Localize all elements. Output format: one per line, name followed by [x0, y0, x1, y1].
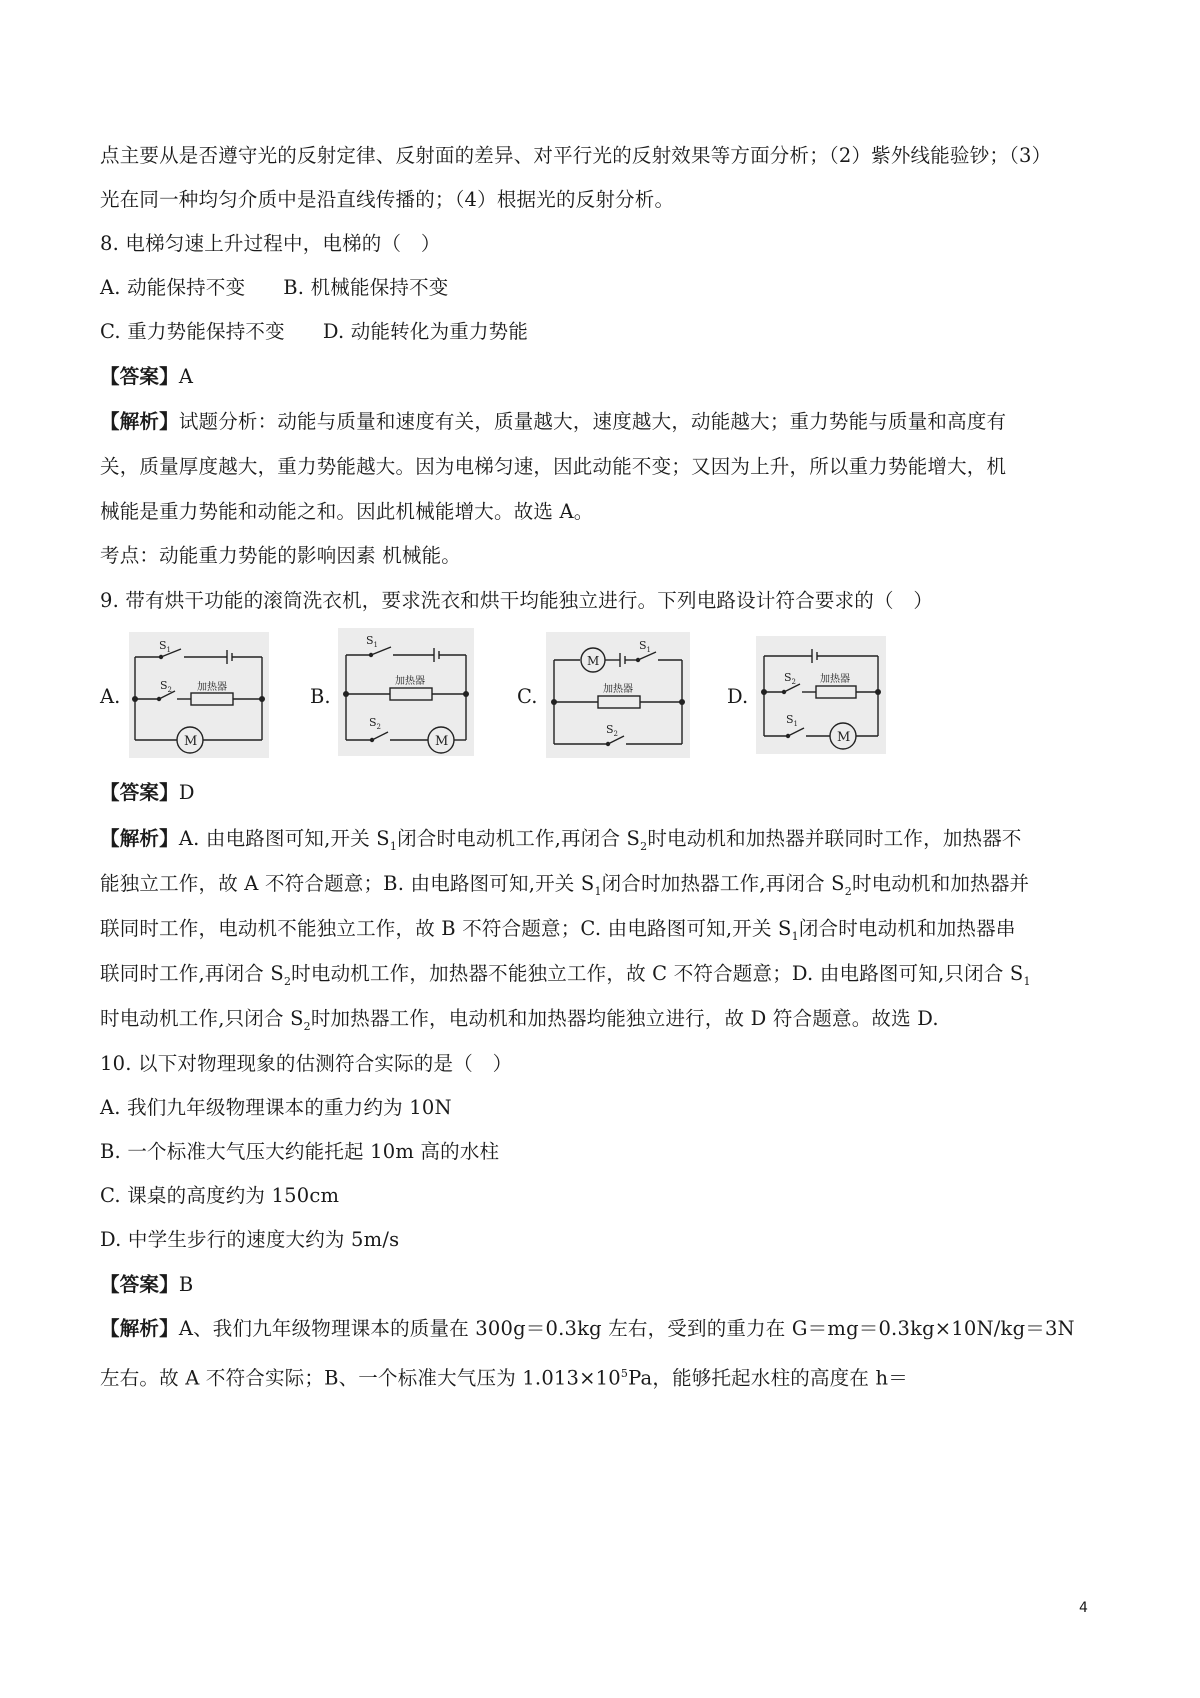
superscript: 5 [620, 1367, 629, 1380]
switch-s2-label: S [160, 679, 168, 692]
heater-label: 加热器 [197, 682, 227, 693]
explain-line: 关，质量厚度越大，重力势能越大。因为电梯匀速，因此动能不变；又因为上升，所以重力势能增大，机 [100, 455, 1007, 478]
explain-line [100, 961, 1031, 995]
subscript: 1 [791, 929, 799, 943]
question-10-stem: 10. 以下对物理现象的估测符合实际的是（ ） [100, 1052, 513, 1075]
explain-line [100, 1316, 1075, 1342]
kaodian-line: 考点：动能重力势能的影响因素 机械能。 [100, 544, 461, 567]
explain-line [100, 1006, 939, 1040]
option-c-label: C. [517, 685, 538, 708]
explain-label: 【解析】 [100, 410, 179, 433]
option-b: B. 机械能保持不变 [283, 276, 449, 299]
switch-s1-label: S [786, 713, 794, 726]
explain-text: 联同时工作，电动机不能独立工作，故 B 不符合题意；C. 由电路图可知,开关 S [100, 917, 792, 940]
heater-label: 加热器 [820, 674, 850, 685]
subscript: 1 [594, 884, 602, 898]
explain-text: 闭合时电动机工作,再闭合 S [397, 827, 641, 850]
question-9-stem: 9. 带有烘干功能的滚筒洗衣机，要求洗衣和烘干均能独立进行。下列电路设计符合要求的（ ） [100, 589, 934, 612]
switch-s1-label: S [639, 639, 647, 652]
answer-label: 【答案】 [100, 781, 179, 804]
explain-line: 械能是重力势能和动能之和。因此机械能增大。故选 A。 [100, 500, 594, 523]
switch-s1-subscript: 1 [166, 646, 172, 654]
page-number: 4 [1079, 1600, 1088, 1616]
option-c: C. 课桌的高度约为 150cm [100, 1184, 340, 1207]
answer-line [100, 364, 193, 390]
answer-line [100, 780, 195, 806]
motor-label: M [435, 734, 449, 749]
circuit-diagram-d [756, 636, 886, 754]
switch-s1-subscript: 1 [793, 720, 799, 728]
heater-label: 加热器 [603, 684, 633, 695]
explain-text: 时电动机和加热器并 [851, 872, 1030, 895]
option-a: A. 动能保持不变 [100, 276, 246, 299]
explain-label: 【解析】 [100, 827, 179, 850]
motor-label: M [587, 654, 600, 668]
answer-value: D [178, 781, 195, 804]
switch-s2-label: S [369, 716, 377, 729]
switch-s1-subscript: 1 [373, 641, 379, 649]
option-d: D. 动能转化为重力势能 [322, 320, 529, 343]
switch-s2-label: S [784, 671, 792, 684]
explain-text: 时电动机和加热器并联同时工作，加热器不 [647, 827, 1022, 850]
explain-line [100, 871, 1029, 905]
explain-label: 【解析】 [100, 1317, 179, 1340]
answer-label: 【答案】 [100, 365, 179, 388]
circuit-diagram-c [546, 632, 690, 758]
explain-text: Pa，能够托起水柱的高度在 h＝ [628, 1366, 908, 1390]
explain-text: 试题分析：动能与质量和速度有关，质量越大，速度越大，动能越大；重力势能与质量和高度有 [178, 410, 1007, 433]
option-b: B. 一个标准大气压大约能托起 10m 高的水柱 [100, 1140, 500, 1163]
answer-label: 【答案】 [100, 1273, 179, 1296]
switch-s1-subscript: 1 [646, 646, 652, 654]
explain-text: A. 由电路图可知,开关 S [178, 827, 390, 850]
question-8-options-ab [100, 275, 449, 301]
explain-line [100, 916, 1016, 950]
motor-label: M [184, 734, 198, 749]
explain-text: 能独立工作，故 A 不符合题意；B. 由电路图可知,开关 S [100, 872, 595, 895]
switch-s2-subscript: 2 [376, 723, 382, 731]
subscript: 1 [389, 839, 398, 853]
switch-s2-subscript: 2 [791, 678, 797, 686]
switch-s2-subscript: 2 [613, 730, 619, 738]
motor-label: M [837, 730, 851, 745]
option-a-label: A. [100, 685, 121, 708]
explain-text: 时加热器工作，电动机和加热器均能独立进行，故 D 符合题意。故选 D. [310, 1007, 939, 1030]
option-d: D. 中学生步行的速度大约为 5m/s [100, 1228, 400, 1251]
question-8-options-cd [100, 319, 528, 345]
explain-text: 时电动机工作,只闭合 S [100, 1007, 304, 1030]
option-a: A. 我们九年级物理课本的重力约为 10N [100, 1096, 452, 1119]
subscript: 2 [844, 884, 852, 898]
explain-line: 点主要从是否遵守光的反射定律、反射面的差异、对平行光的反射效果等方面分析；（2）紫外线能验钞；（3） [100, 144, 1052, 167]
circuit-diagram-a [129, 632, 269, 758]
explain-line [100, 826, 1022, 860]
switch-s1-label: S [366, 634, 374, 647]
switch-s2-label: S [606, 723, 614, 736]
subscript: 2 [640, 839, 648, 853]
answer-value: B [178, 1273, 194, 1296]
subscript: 2 [303, 1019, 311, 1033]
subscript: 1 [1023, 974, 1031, 988]
heater-label: 加热器 [395, 676, 425, 687]
explain-text: A、我们九年级物理课本的质量在 300g＝0.3kg 左右，受到的重力在 G＝mg＝0.3kg×10N/kg＝3N [178, 1317, 1075, 1340]
option-d-label: D. [727, 685, 749, 708]
option-c: C. 重力势能保持不变 [100, 320, 285, 343]
option-b-label: B. [310, 685, 331, 708]
explain-line: 光在同一种均匀介质中是沿直线传播的；（4）根据光的反射分析。 [100, 188, 675, 211]
question-8-stem: 8. 电梯匀速上升过程中，电梯的（ ） [100, 232, 441, 255]
switch-s2-subscript: 2 [167, 686, 173, 694]
explain-line [100, 409, 1006, 435]
explain-line [100, 1361, 908, 1392]
answer-value: A [178, 365, 194, 388]
answer-line [100, 1272, 193, 1298]
explain-text: 联同时工作,再闭合 S [100, 962, 284, 985]
explain-text: 闭合时加热器工作,再闭合 S [601, 872, 845, 895]
switch-s1-label: S [159, 639, 167, 652]
explain-text: 闭合时电动机和加热器串 [798, 917, 1016, 940]
explain-text: 时电动机工作，加热器不能独立工作，故 C 不符合题意；D. 由电路图可知,只闭合 S [291, 962, 1024, 985]
explain-text: 左右。故 A 不符合实际；B、一个标准大气压为 1.013×10 [100, 1366, 621, 1390]
subscript: 2 [283, 974, 292, 988]
circuit-diagram-b [338, 628, 474, 756]
